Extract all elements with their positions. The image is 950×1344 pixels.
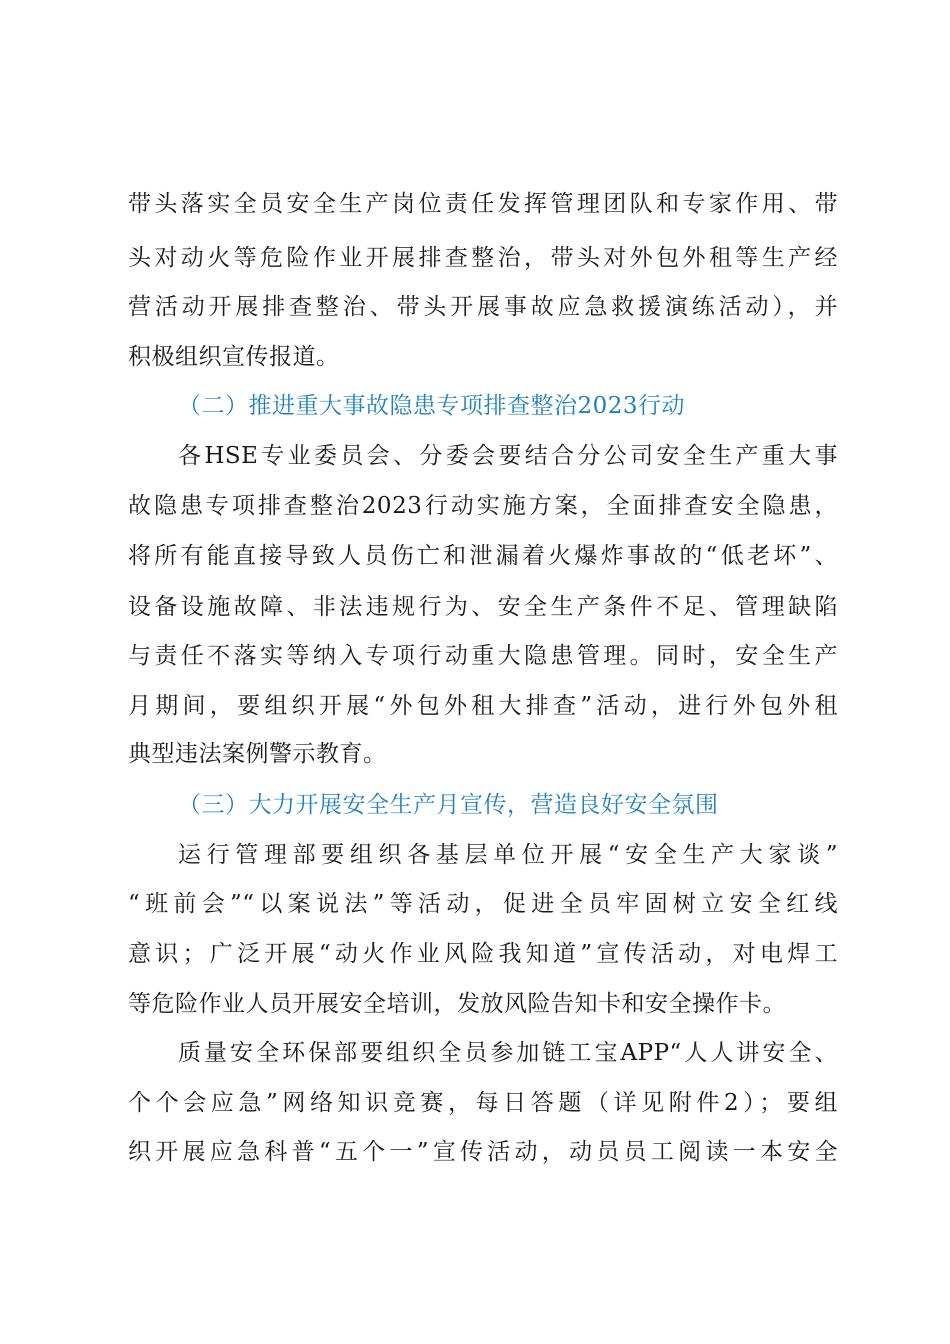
paragraph-line: 月期间，要组织开展“外包外租大排查”活动，进行外包外租	[128, 693, 838, 719]
paragraph-line: 意识；广泛开展“动火作业风险我知道”宣传活动，对电焊工	[128, 941, 838, 967]
section-heading-3: （三）大力开展安全生产月宣传，营造良好安全氛围	[178, 792, 719, 818]
paragraph-line: 织开展应急科普“五个一”宣传活动，动员员工阅读一本安全	[128, 1139, 838, 1165]
paragraph-line: 营活动开展排查整治、带头开展事故应急救援演练活动），并	[128, 294, 838, 320]
paragraph-line: 运行管理部要组织各基层单位开展“安全生产大家谈”	[178, 842, 838, 868]
paragraph-line: “班前会”“以案说法”等活动，促进全员牢固树立安全红线	[128, 891, 838, 917]
paragraph-line: 个个会应急”网络知识竞赛，每日答题（详见附件2）；要组	[128, 1090, 838, 1116]
paragraph-line: 设备设施故障、非法违规行为、安全生产条件不足、管理缺陷	[128, 594, 838, 620]
paragraph-line: 将所有能直接导致人员伤亡和泄漏着火爆炸事故的“低老坏”、	[128, 543, 838, 569]
paragraph-line: 头对动火等危险作业开展排查整治，带头对外包外租等生产经	[128, 245, 838, 271]
paragraph-line: 各HSE专业委员会、分委会要结合分公司安全生产重大事	[178, 443, 838, 469]
paragraph-line: 积极组织宣传报道。	[128, 344, 340, 370]
paragraph-line: 与责任不落实等纳入专项行动重大隐患管理。同时，安全生产	[128, 643, 838, 669]
paragraph-line: 典型违法案例警示教育。	[128, 741, 387, 767]
paragraph-line: 故隐患专项排查整治2023行动实施方案，全面排查安全隐患，	[128, 493, 838, 519]
paragraph-line: 质量安全环保部要组织全员参加链工宝APP“人人讲安全、	[178, 1040, 838, 1066]
paragraph-line: 等危险作业人员开展安全培训，发放风险告知卡和安全操作卡。	[128, 991, 786, 1017]
paragraph-line: 带头落实全员安全生产岗位责任发挥管理团队和专家作用、带	[128, 191, 838, 217]
section-heading-2: （二）推进重大事故隐患专项排查整治2023行动	[178, 393, 686, 419]
